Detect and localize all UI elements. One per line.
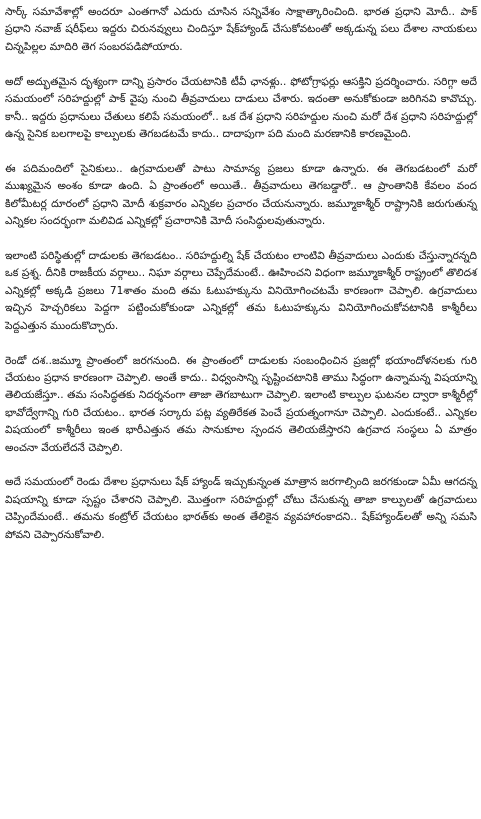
paragraph-casualties-election-campaign: ఈ పదిమందిలో సైనికులు.. ఉగ్రవాదులతో పాటు సామాన్య ప్రజలు కూడా ఉన్నారు. ఈ తెగబడటంలో మరో ముఖ్యమైన అంశం కూడా ఉంది. ఏ ప్రాంతంలో అయితే.. తీవ్రవాదులు తెగబడ్డారో.. ఆ ప్రాంతానికి కేవలం వంద కిలోమీటర్ల దూరంలో ప్రధాని మోదీ శుక్రవారం ఎన్నికల ప్రచారం చేయనున్నారు. జమ్మూకాశ్మీర్ రాష్ట్రానికి జరుగుతున్న ఎన్నికల సందర్భంగా మలివిడ ఎన్నికల్లో ప్రచారానికి మోదీ సంసిద్ధులవుతున్నారు. [5, 162, 477, 228]
paragraph-second-phase-jammu: రెండో దశ..జమ్మూ ప్రాంతంలో జరగనుంది. ఈ ప్రాంతంలో దాడులకు సంబంధించిన ప్రజల్లో భయాందోళనలకు గురి చేయటం ప్రధాన కారణంగా చెప్పాలి. అంతే కాదు.. విధ్వంసాన్ని సృష్టించటానికి తాము సిద్ధంగా ఉన్నామన్న విషయాన్ని తెలియజేస్తూ.. తమ సంసిద్ధతకు నిదర్శనంగా తాజా తెగబాటుగా చెప్పాలి. ఇలాంటి కాల్పుల ఘటనల ద్వారా కాశ్మీరీల్లో భావోద్వేగాన్ని గురి చేయటం.. భారత సర్కారు పట్ల వ్యతిరేకత పెంచే ప్రయత్నంగానూ చెప్పాలి. ఎందుకంటే.. ఎన్నికల విషయంలో కాశ్మీరీలు ఇంత భారీఎత్తున తమ సానుకూల స్పందన తెలియజేస్తారని ఉగ్రవాద సంస్థలు ఏ మాత్రం అంచనా వేయలేదనే చెప్పాలి. [5, 354, 477, 454]
paragraph-conclusion: అదే సమయంలో రెండు దేశాల ప్రధానులు షేక్ హ్యాండ్ ఇచ్చుకున్నంత మాత్రాన జరగాల్సింది జరగకుండా ఏమీ ఆగదన్న విషయాన్ని కూడా స్పష్టం చేశారని చెప్పాలి. మొత్తంగా సరిహద్దుల్లో చోటు చేసుకున్న తాజా కాల్పులతో ఉగ్రవాదులు చెప్పిందేమంటే.. తమను కంట్రోల్ చేయటం భారత్‌కు అంత తేలికైన వ్యవహారంకాదని.. షేక్‌హ్యాండ్‌లతో అన్ని సమసి పోవని చెప్పారనుకోవాలి. [5, 476, 477, 541]
article-body [5, 4, 477, 544]
paragraph-voter-turnout: ఇలాంటి పరిస్థితుల్లో దాడులకు తెగబడటం.. సరిహద్దుల్ని షేక్ చేయటం లాంటివి తీవ్రవాదులు ఎందుకు చేస్తున్నారన్నది ఒక ప్రశ్న. దీనికి రాజకీయ వర్గాలు.. నిఘా వర్గాలు చెప్పేదేమంటే.. ఊహించని విధంగా జమ్మూకాశ్మీర్ రాష్ట్రంలో తొలిదశ ఎన్నికల్లో అక్కడి ప్రజలు 71శాతం మంది తమ ఓటుహక్కును వినియోగించటమే కారణంగా చెప్పాలి. ఉగ్రవాదులు ఇచ్చిన హెచ్చరికలు పెద్దగా పట్టించుకోకుండా ఎన్నికల్లో తమ ఓటుహక్కును వినియోగించుకోవటానికి కాశ్మీరీలు పెద్దఎత్తున ముందుకొచ్చారు. [5, 249, 477, 332]
paragraph-border-attack: అదో అద్భుతమైన దృశ్యంగా దాన్ని ప్రసారం చేయటానికి టీవీ ఛానళ్లు.. ఫోటోగ్రాఫర్లు ఆసక్తిని ప్రదర్శించారు. సరిగ్గా అదే సమయంలో సరిహద్దుల్లో పాక్ వైపు నుంచి తీవ్రవాదులు దాడులు చేశారు. ఇదంతా అనుకోకుండా జరిగినవి కావొచ్చు. కానీ.. ఇద్దరు ప్రధానులు చేతులు కలిపే సమయంలో.. ఒక దేశ ప్రధాని సరిహద్దుల నుంచి మరో దేశ ప్రధాని సరిహద్దుల్లో ఉన్న సైనిక బలగాలపై కాల్పులకు తెగబడటమే కాదు.. దాదాపుగా పది మంది మరణానికి కారణమైంది. [5, 75, 477, 140]
paragraph-summit-handshake: సార్క్ సమావేశాల్లో అందరూ ఎంతగానో ఎదురు చూసిన సన్నివేశం సాక్షాత్కారించింది. భారత ప్రధాని మోదీ.. పాక్ ప్రధాని నవాజ్ షరీఫ్‌లు ఇద్దరు చిరునవ్వులు చిందిస్తూ షేక్‌హ్యాండ్ చేసుకోవటంతో అక్కడున్న పలు దేశాల నాయకులు చిన్నపిల్లల మాదిరి తెగ సంబరపడిపోయారు. [5, 6, 477, 53]
